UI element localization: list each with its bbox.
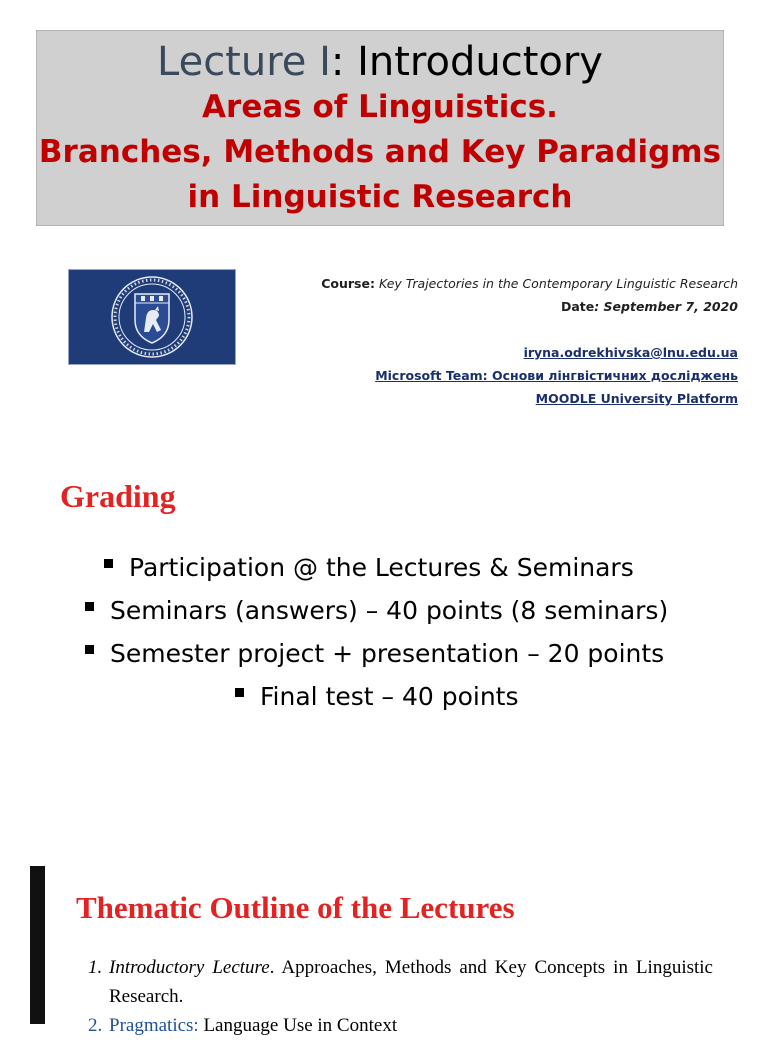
bullet-icon bbox=[104, 559, 113, 568]
grading-item-text: Semester project + presentation – 20 points bbox=[110, 639, 665, 668]
course-info bbox=[321, 272, 738, 410]
course-name: Key Trajectories in the Contemporary Linguistic Research bbox=[378, 276, 738, 291]
accent-bar bbox=[30, 866, 45, 1024]
bullet-icon bbox=[85, 602, 94, 611]
grading-item bbox=[235, 676, 519, 718]
email-link[interactable]: iryna.odrekhivska@lnu.edu.ua bbox=[523, 345, 738, 360]
outline-item-text: Approaches, Methods and Key Concepts in Linguistic Research. bbox=[109, 957, 713, 1007]
grading-heading: Grading bbox=[60, 478, 176, 514]
outline-item-text: Language Use in Context bbox=[198, 1015, 398, 1036]
title-box bbox=[36, 30, 724, 226]
outline-heading: Thematic Outline of the Lectures bbox=[76, 890, 515, 925]
course-line bbox=[321, 272, 738, 295]
teams-link[interactable]: Microsoft Team: Основи лінгвістичних досліджень bbox=[375, 368, 738, 383]
date-label: Date bbox=[560, 299, 595, 314]
outline-item-number: 1. bbox=[88, 957, 103, 978]
date-line bbox=[321, 295, 738, 318]
outline-item-number: 2. bbox=[88, 1015, 103, 1036]
outline-item bbox=[88, 1011, 713, 1040]
lecture-number: Lecture I bbox=[157, 39, 331, 85]
outline-item-topic: Pragmatics: bbox=[109, 1015, 199, 1036]
outline-list bbox=[88, 953, 713, 1040]
outline-item-topic: Introductory Lecture bbox=[109, 957, 270, 978]
grading-item-text: Final test – 40 points bbox=[260, 682, 519, 711]
bullet-icon bbox=[85, 645, 94, 654]
subtitle-line-2: Branches, Methods and Key Paradigms bbox=[38, 134, 722, 170]
bullet-icon bbox=[235, 688, 244, 697]
grading-item bbox=[104, 547, 634, 589]
date-value: : September 7, 2020 bbox=[594, 299, 738, 314]
grading-item-text: Seminars (answers) – 40 points (8 seminars) bbox=[110, 596, 669, 625]
moodle-link[interactable]: MOODLE University Platform bbox=[535, 391, 738, 406]
course-label: Course: bbox=[321, 276, 375, 291]
outline-item-separator: . bbox=[269, 957, 275, 978]
grading-item bbox=[85, 633, 664, 675]
spacer bbox=[321, 318, 738, 341]
subtitle-line-1: Areas of Linguistics. bbox=[202, 89, 558, 125]
outline-item bbox=[88, 953, 713, 1011]
seal-emblem-icon bbox=[69, 270, 235, 364]
grading-item-text: Participation @ the Lectures & Seminars bbox=[129, 553, 634, 582]
university-seal-image bbox=[68, 269, 236, 365]
subtitle-line-3: in Linguistic Research bbox=[187, 179, 573, 215]
lecture-type: : Introductory bbox=[330, 39, 603, 85]
lecture-title bbox=[37, 39, 723, 85]
grading-item bbox=[85, 590, 668, 632]
